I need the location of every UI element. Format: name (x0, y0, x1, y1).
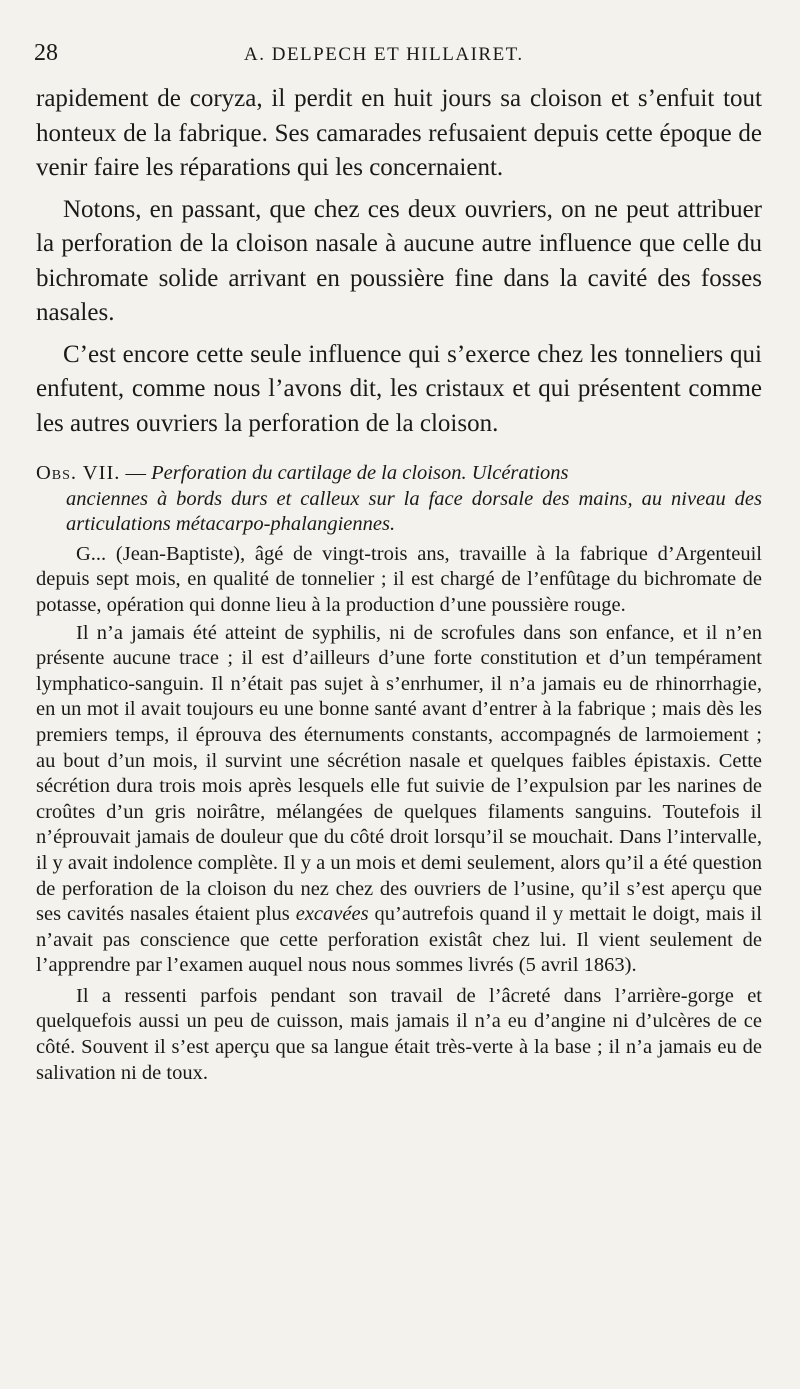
body-text (36, 82, 762, 1086)
observation-subtitle: anciennes à bords durs et calleux sur la face dorsale des mains, au niveau des articulations métacarpo-phalangiennes. (66, 487, 762, 536)
history-emphasis: excavées (295, 903, 369, 926)
paragraph-notons: Notons, en passant, que chez ces deux ouvriers, on ne peut attribuer la perforation de la cloison nasale à aucune autre influence que celle du bichromate solide arrivant en poussière fine dans la cavité des fosses nasales. (36, 195, 762, 326)
paragraph-patient-intro: G... (Jean-Baptiste), âgé de vingt-trois ans, travaille à la fabrique d’Argenteuil depuis sept mois, en qualité de tonnelier ; il est chargé de l’enfûtage du bichromate de potasse, opération qui donne lieu à la production d’une poussière rouge. (36, 542, 762, 616)
page-number: 28 (34, 40, 58, 66)
running-title: A. DELPECH ET HILLAIRET. (244, 44, 524, 65)
paragraph-tonneliers: C’est encore cette seule influence qui s’exerce chez les tonneliers qui enfutent, comme nous l’avons dit, les cristaux et qui présentent comme les autres ouvriers la perforation de la cloison. (36, 340, 762, 437)
main-text-block (36, 82, 762, 441)
paragraph-symptoms: Il a ressenti parfois pendant son travail de l’âcreté dans l’arrière-gorge et quelquefois aussi un peu de cuisson, mais jamais il n’a eu d’angine ni d’ulcères de ce côté. Souvent il s’est aperçu que sa langue était très-verte à la base ; il n’a jamais eu de salivation ni de toux. (36, 984, 762, 1084)
observation-label: Obs. VII. (36, 462, 121, 484)
observation-title: Perforation du cartilage de la cloison. Ulcérations (151, 462, 569, 484)
observation-dash: — (120, 462, 152, 484)
paragraph-history (36, 621, 762, 979)
case-report-block (36, 542, 762, 1086)
running-head (34, 40, 760, 70)
history-text-end: qu’autrefois quand il y mettait le doigt, mais il n’avait pas conscience que cette perforation existât chez lui. Il vient seulement de l’apprendre par l’examen auquel nous nous sommes livrés (5 avril 1863). (36, 903, 762, 977)
history-text: Il n’a jamais été atteint de syphilis, ni de scrofules dans son enfance, et il n’en présente aucune trace ; il est d’ailleurs d’une forte constitution et d’un tempérament lymphatico-sanguin. Il n’était pas sujet à s’enrhumer, il n’a jamais eu de rhinorrhagie, en un mot il avait toujours eu une bonne santé avant d’entrer à la fabrique ; mais dès les premiers temps, il éprouva des éternuments constants, accompagnés de larmoiement ; au bout d’un mois, il survint une sécrétion nasale et quelques faibles épistaxis. Cette sécrétion dura trois mois après lesquels elle fut suivie de l’expulsion par les narines de croûtes d’un gris noirâtre, mélangées de quelques filaments sanguins. Toutefois il n’éprouvait jamais de douleur que du côté droit lorsqu’il se mouchait. Dans l’intervalle, il y avait indolence complète. Il y a un mois et demi seulement, alors qu’il a été question de perforation de la cloison du nez chez des ouvriers de l’usine, qu’il s’est aperçu que ses cavités nasales étaient plus (36, 621, 762, 926)
paragraph-continuation: rapidement de coryza, il perdit en huit jours sa cloison et s’enfuit tout honteux de la fabrique. Ses camarades refusaient depuis cette époque de venir faire les réparations qui les concernaient. (36, 85, 762, 181)
observation-heading (36, 461, 762, 487)
